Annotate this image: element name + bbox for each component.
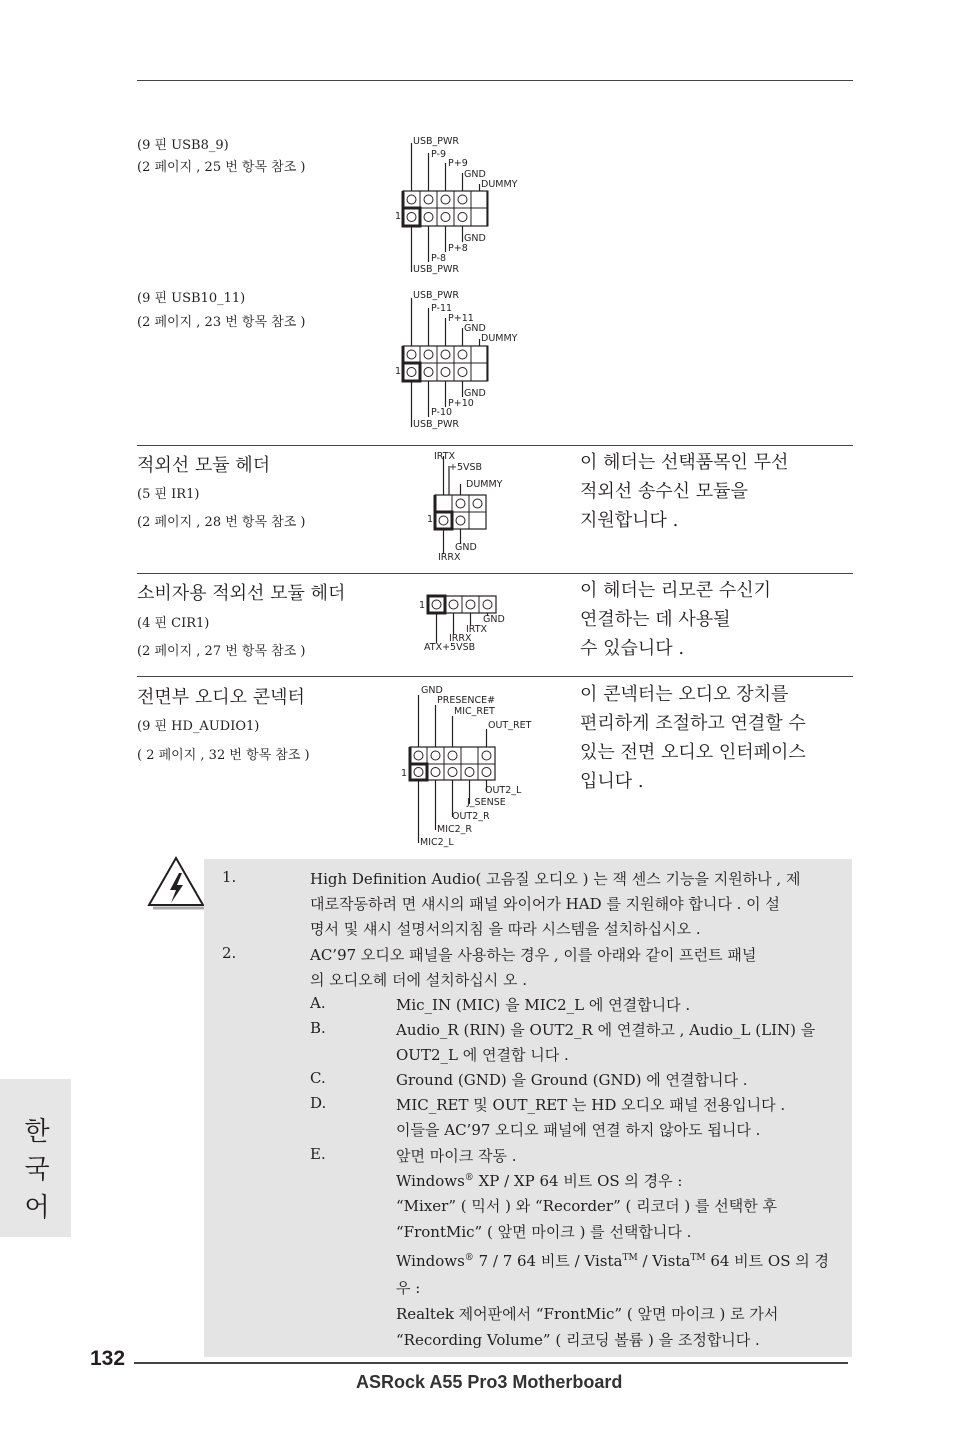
ir-pin [456,516,465,525]
usb10-p10: P-10 [431,407,453,418]
audio-page-ref: ( 2 페이지 , 32 번 항목 참조 ) [137,748,310,763]
usb10-pin-cell [403,363,420,381]
note-2-line: 의 오디오헤 더에 설치하십시 오 . [310,971,527,989]
cir-atx5vsb: ATX+5VSB [424,642,476,653]
ir-desc-line: 적외선 송수신 모듈을 [580,481,748,502]
audio-section-rule [137,676,853,677]
audio-mic2-l: MIC2_L [420,837,454,848]
ir-pin-label: (5 핀 IR1) [137,487,200,502]
audio-pin-label: (9 핀 HD_AUDIO1) [137,719,260,734]
cir-pin-label: (4 핀 CIR1) [137,616,210,631]
audio-pin-cell [478,764,495,780]
ir-irtx: IRTX [434,451,456,462]
usb8-pin1: 1 [395,211,402,222]
usb10-pin-cell [471,346,488,363]
usb8-usb-pwr-top: USB_PWR [413,136,459,147]
top-rule [137,80,853,81]
ir-title: 적외선 모듈 헤더 [137,455,271,476]
step-d-text: MIC_RET 및 OUT_RET 는 HD 오디오 패널 전용입니다 . [396,1096,786,1114]
usb10-p11p: P+11 [448,313,474,324]
step-a-key: A. [310,994,326,1012]
cir-pin [432,600,441,609]
note-1-line: High Definition Audio( 고음질 오디오 ) 는 잭 센스 기능을 지원하나 , 제 [310,870,801,888]
ir-dummy: DUMMY [466,479,503,490]
audio-pin-cell [444,764,461,780]
windows7-line [396,1250,829,1271]
usb8-pin-cell [454,208,471,226]
cir-pin-cell [445,596,462,613]
usb10-pin [458,368,467,377]
audio-pin [482,768,491,777]
note-1-line: 대로작동하려 면 섀시의 패널 와이어가 HAD 를 지원해야 합니다 . 이 설 [310,895,780,913]
usb10-pin-cell [454,363,471,381]
audio-desc-line: 입니다 . [580,771,644,792]
audio-pin-cell [410,747,427,764]
windows-text: Windows [396,1172,465,1190]
cir-pin1-marker [428,596,445,613]
registered-mark: ® [464,1173,474,1183]
usb8-pin-cell [420,191,437,208]
usb10-dummy: DUMMY [481,333,518,344]
ir-pin-cell [452,512,469,529]
usb8-pin-cell [454,191,471,208]
audio-out2-r: OUT2_R [452,811,490,822]
audio-pin-cell [444,747,461,764]
step-b-text: OUT2_L 에 연결합 니다 . [396,1046,569,1064]
ir-5vsb: +5VSB [449,462,483,473]
audio-pin-cell [410,764,427,780]
usb8-pin-label: (9 핀 USB8_9) [137,138,229,153]
usb10-p11: P-11 [431,303,453,314]
language-side-tab [0,1079,71,1237]
usb8-p9: P-9 [431,149,446,160]
step-b-key: B. [310,1019,326,1037]
registered-mark: ® [464,1253,474,1263]
ir-pin1: 1 [427,514,434,525]
audio-pin-cell [427,764,444,780]
usb8-pin-cell [437,191,454,208]
trademark-mark: TM [690,1253,706,1263]
usb10-pin-cell [420,346,437,363]
audio-pin [431,751,440,760]
footer-rule [134,1362,848,1364]
usb10-gnd-bot: GND [464,388,486,399]
cir-pin [449,600,458,609]
cir-pin [466,600,475,609]
cir-desc-line: 연결하는 데 사용될 [580,609,731,630]
step-a-text: Mic_IN (MIC) 을 MIC2_L 에 연결합니다 . [396,996,691,1014]
usb8-usb-pwr-bot: USB_PWR [413,264,459,275]
windows-xp-text: XP / XP 64 비트 OS 의 경우 : [473,1172,683,1190]
usb8-pin [424,195,433,204]
usb8-p8p: P+8 [448,243,468,254]
cir-description [580,576,771,663]
note-2-number: 2. [222,944,237,962]
usb8-pin-cell [471,191,488,208]
step-d-text: 이들을 AC’97 오디오 패널에 연결 하지 않아도 됩니다 . [396,1121,761,1139]
usb8-pin-cell [403,208,420,226]
audio-desc-line: 이 콘넥터는 오디오 장치를 [580,684,789,705]
note-2-line: AC’97 오디오 패널을 사용하는 경우 , 이를 아래와 같이 프런트 패널 [310,946,757,964]
cir-title: 소비자용 적외선 모듈 헤더 [137,583,346,604]
cir-section-rule [137,573,853,574]
step-e-text: 앞면 마이크 작동 . [396,1147,517,1165]
ir-pin-cell [435,495,452,512]
realtek-line: Realtek 제어판에서 “FrontMic” ( 앞면 마이크 ) 로 가서 [396,1305,779,1323]
usb10-page-ref: (2 페이지 , 23 번 항목 참조 ) [137,315,306,330]
usb10-pin [441,368,450,377]
audio-title: 전면부 오디오 콘넥터 [137,687,305,708]
vista-text: / Vista [637,1252,691,1270]
usb10-p10p: P+10 [448,398,474,409]
step-c-key: C. [310,1069,326,1087]
audio-j-sense: J_SENSE [467,797,506,808]
audio-pin-cell [461,764,478,780]
note-1-line: 명서 및 섀시 설명서의지침 을 따라 시스템을 설치하십시오 . [310,920,701,938]
audio-pin [465,768,474,777]
usb8-page-ref: (2 페이지 , 25 번 항목 참조 ) [137,160,306,175]
usb10-pin [458,350,467,359]
usb10-pin [424,350,433,359]
mixer-line: “Mixer” ( 믹서 ) 와 “Recorder” ( 리코더 ) 를 선택한 후 [396,1197,778,1215]
audio-mic-ret: MIC_RET [454,706,495,717]
audio-mic2-r: MIC2_R [437,824,473,835]
ir-section-rule [137,445,853,446]
usb8-pin [458,213,467,222]
ir-pin-cell [469,495,486,512]
cir-pin-cell [479,596,496,613]
usb10-pin-cell [403,346,420,363]
cir-gnd: GND [483,614,505,625]
usb8-p8: P-8 [431,253,446,264]
audio-pin1: 1 [401,768,408,779]
windows7-line-cont: 우 : [396,1279,421,1297]
cir-desc-line: 이 헤더는 리모콘 수신기 [580,580,772,601]
windows7-text: 7 / 7 64 비트 / Vista [473,1252,623,1270]
audio-pin [482,751,491,760]
usb8-pin-cell [471,208,488,226]
usb10-gnd-top: GND [464,323,486,334]
audio-description [580,680,806,796]
cir-page-ref: (2 페이지 , 27 번 항목 참조 ) [137,644,306,659]
usb10-pin-cell [471,363,488,381]
usb8-pin [407,195,416,204]
audio-presence: PRESENCE# [437,695,496,706]
note-1-number: 1. [222,868,237,886]
ir-pin-cell [435,512,452,529]
audio-desc-line: 있는 전면 오디오 인터페이스 [580,742,806,763]
usb10-pin [441,350,450,359]
windows-text: Windows [396,1252,465,1270]
ir-desc-line: 이 헤더는 선택품목인 무선 [580,452,789,473]
audio-pin [448,768,457,777]
usb8-pin [407,213,416,222]
usb8-gnd-top: GND [464,169,486,180]
side-tab-char: 국 [24,1155,50,1185]
usb10-pin-cell [437,346,454,363]
ir-pin [473,499,482,508]
audio-pin-cell [478,747,495,764]
usb8-pin [441,213,450,222]
ir-gnd: GND [455,542,477,553]
audio-pin [414,751,423,760]
usb10-pin-cell [420,363,437,381]
audio-pin-cell [461,747,478,764]
step-e-key: E. [310,1145,326,1163]
side-tab-char: 한 [24,1117,50,1147]
usb8-dummy: DUMMY [481,179,518,190]
page-number: 132 [90,1347,126,1370]
side-tab-char: 어 [24,1193,50,1223]
footer-title: ASRock A55 Pro3 Motherboard [356,1372,623,1392]
usb8-pin-cell [437,208,454,226]
windows-xp-line [396,1170,682,1191]
audio-out-ret: OUT_RET [488,720,532,731]
audio-pin [448,751,457,760]
usb10-pin [407,350,416,359]
step-d-key: D. [310,1094,327,1112]
usb10-pin [407,368,416,377]
cir-pin-cell [428,596,445,613]
ir-pin-cell [452,495,469,512]
trademark-mark: TM [622,1253,638,1263]
usb8-p9p: P+9 [448,158,468,169]
audio-pin [431,768,440,777]
audio-desc-line: 편리하게 조절하고 연결할 수 [580,713,806,734]
ir-pin1-marker [435,512,452,529]
usb10-pin-label: (9 핀 USB10_11) [137,291,246,306]
cir-pin [483,600,492,609]
audio-pin-cell [427,747,444,764]
usb10-pin-cell [454,346,471,363]
usb8-gnd-bot: GND [464,233,486,244]
warning-icon [143,855,207,913]
cir-irtx: IRTX [466,624,488,635]
audio-pin1-marker [410,764,427,780]
usb8-pin1-marker [403,208,420,226]
ir-desc-line: 지원합니다 . [580,510,679,531]
usb10-pin-cell [437,363,454,381]
cir-irrx: IRRX [449,633,472,644]
usb8-pin-cell [420,208,437,226]
recording-volume-line: “Recording Volume” ( 리코딩 볼륨 ) 을 조정합니다 . [396,1331,760,1349]
usb8-pin-cell [403,191,420,208]
ir-irrx: IRRX [438,552,461,563]
usb10-pin1: 1 [395,366,402,377]
usb8-pin [441,195,450,204]
usb8-pin [424,213,433,222]
audio-pin [414,768,423,777]
usb10-pin [424,368,433,377]
ir-page-ref: (2 페이지 , 28 번 항목 참조 ) [137,515,306,530]
cir-pin-cell [462,596,479,613]
ir-pin [456,499,465,508]
audio-out2-l: OUT2_L [485,785,522,796]
vista-64-text: 64 비트 OS 의 경 [705,1252,830,1270]
cir-pin1: 1 [419,600,426,611]
ir-pin-cell [469,512,486,529]
step-b-text: Audio_R (RIN) 을 OUT2_R 에 연결하고 , Audio_L (LIN) 을 [396,1021,816,1039]
usb10-usb-pwr-top: USB_PWR [413,290,459,301]
usb8-pin [458,195,467,204]
usb10-pin1-marker [403,363,420,381]
audio-gnd: GND [421,685,443,696]
cir-desc-line: 수 있습니다 . [580,638,685,659]
frontmic-line: “FrontMic” ( 앞면 마이크 ) 를 선택합니다 . [396,1223,692,1241]
ir-pin [439,516,448,525]
usb10-usb-pwr-bot: USB_PWR [413,419,459,430]
ir-description [580,448,788,535]
step-c-text: Ground (GND) 을 Ground (GND) 에 연결합니다 . [396,1071,748,1089]
